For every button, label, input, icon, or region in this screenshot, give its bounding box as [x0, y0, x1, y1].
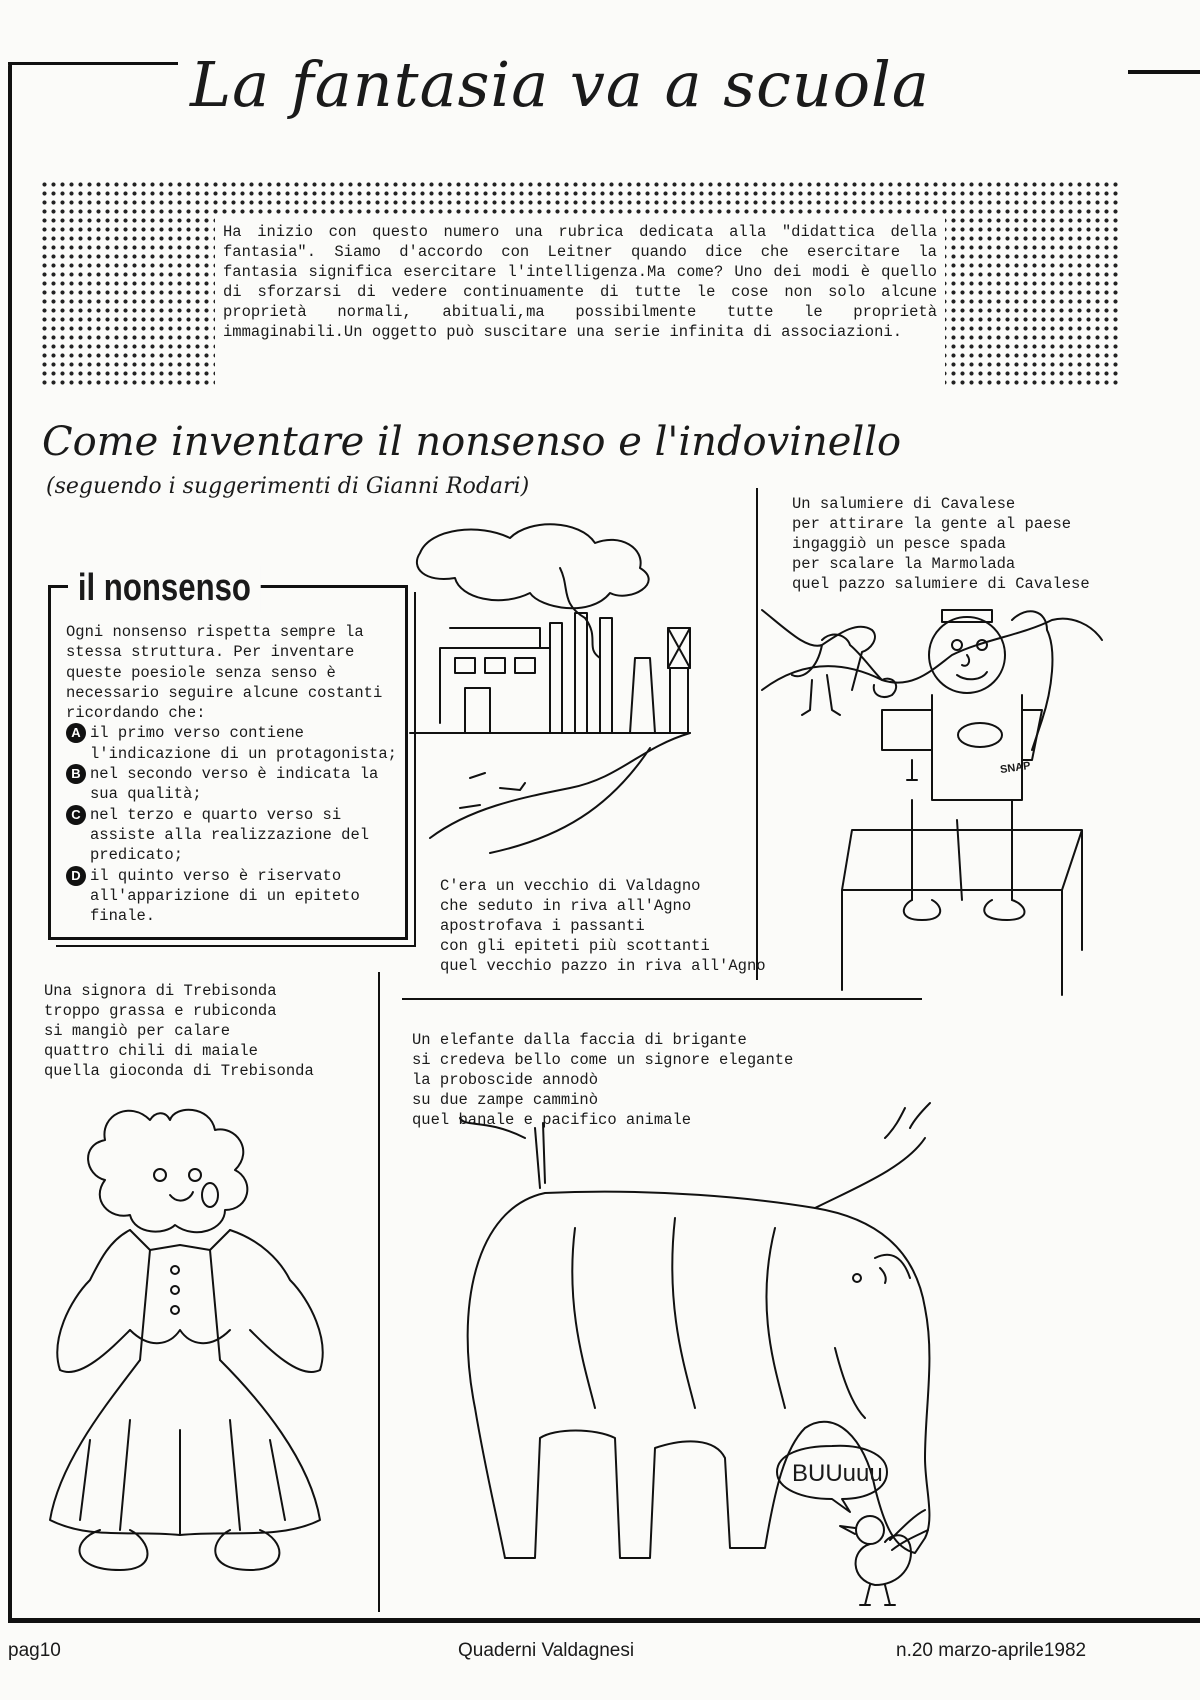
page-frame-left — [8, 62, 12, 1620]
footer-issue: n.20 marzo-aprile1982 — [896, 1640, 1087, 1661]
rule-badge-b: B — [66, 764, 86, 784]
butcher-illustration — [762, 600, 1112, 1000]
poem-valdagno: C'era un vecchio di Valdagno che seduto in riva all'Agno apostrofava i passanti con gli epiteti più scottanti quel vecchio pazzo in riva all'Agno — [440, 877, 766, 975]
page-frame-bottom — [8, 1618, 1200, 1623]
page-title: La fantasia va a scuola — [190, 48, 930, 121]
rule-text-c: nel terzo e quarto verso si assiste alla realizzazione del predicato; — [90, 805, 370, 865]
bird-illustration — [830, 1500, 930, 1610]
rule-badge-c: C — [66, 805, 86, 825]
poem-elefante: Un elefante dalla faccia di brigante si credeva bello come un signore elegante la proboscide annodò su due zampe camminò quel banale e pacifico animale — [412, 1031, 794, 1129]
rule-badge-d: D — [66, 866, 86, 886]
poem-salumiere: Un salumiere di Cavalese per attirare la gente al paese ingaggiò un pesce spada per scalare la Marmolada quel pazzo salumiere di Cavalese — [792, 495, 1090, 593]
factory-illustration — [410, 508, 750, 858]
nonsenso-title: il nonsenso — [68, 566, 261, 612]
speech-bubble-text: BUUuuu — [792, 1460, 883, 1487]
page-frame-top-right — [1128, 70, 1200, 74]
rule-d — [66, 866, 402, 927]
elephant-illustration — [455, 1108, 1025, 1603]
rule-c — [66, 805, 402, 866]
footer-page-number: pag10 — [8, 1640, 61, 1661]
poem-trebisonda: Una signora di Trebisonda troppo grassa e rubiconda si mangiò per calare quattro chili di maiale quella gioconda di Trebisonda — [44, 982, 314, 1080]
page-frame-top-left — [8, 62, 178, 65]
footer-publication: Quaderni Valdagnesi — [458, 1640, 635, 1661]
rule-a — [66, 723, 402, 764]
rule-badge-a: A — [66, 723, 86, 743]
rule-b — [66, 764, 402, 805]
nonsenso-intro: Ogni nonsenso rispetta sempre la stessa struttura. Per inventare queste poesiole senza senso è necessario seguire alcune costanti ricordando che: — [66, 623, 383, 723]
rule-text-b: nel secondo verso è indicata la sua qualità; — [90, 765, 379, 804]
nonsenso-body — [66, 622, 402, 926]
intro-text: Ha inizio con questo numero una rubrica dedicata alla "didattica della fantasia". Siamo d'accordo con Leitner quando dice che esercitare la fantasia significa esercitare l'intelligenza.Ma come? Uno dei modi è quello di sforzarsi di vedere continuamente di tutte le cose non solo alcune proprietà normali, abituali,ma possibilmente tutte le proprietà immaginabili.Un oggetto può suscitare una serie infinita di associazioni. — [215, 218, 945, 393]
section-title: Come inventare il nonsenso e l'indovinello — [42, 419, 902, 465]
apron-label: SNAP — [999, 759, 1032, 777]
rule-text-d: il quinto verso è riservato all'apparizione di un epiteto finale. — [90, 866, 360, 926]
lady-illustration — [30, 1100, 360, 1600]
section-subtitle: (seguendo i suggerimenti di Gianni Rodari) — [46, 474, 530, 499]
divider-vertical-left — [378, 972, 380, 1612]
rule-text-a: il primo verso contiene l'indicazione di un protagonista; — [90, 724, 397, 763]
